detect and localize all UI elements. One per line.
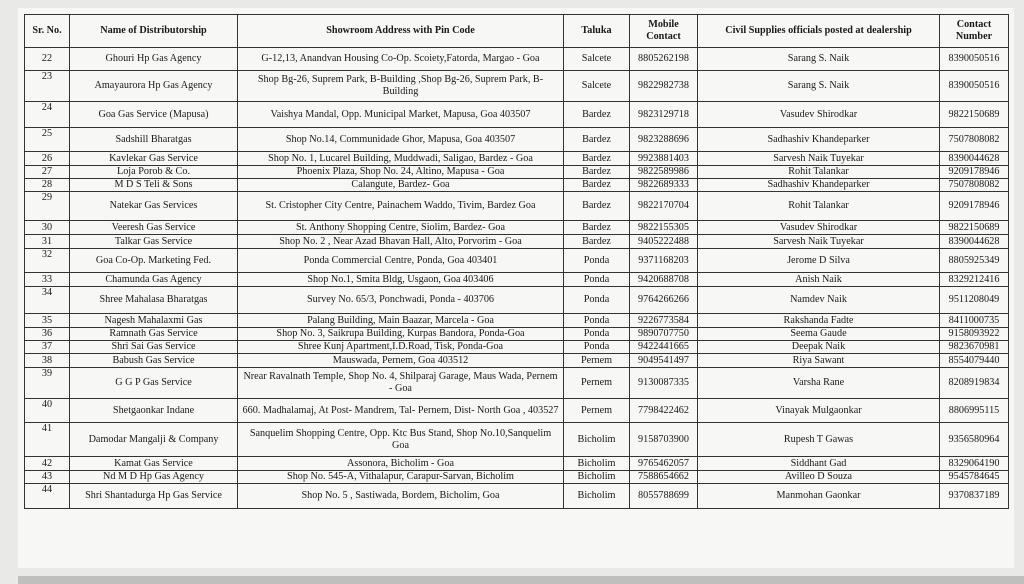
cell-address: Shop No. 1, Lucarel Building, Muddwadi, Saligao, Bardez - Goa — [238, 152, 564, 166]
cell-address: Shop No.1, Smita Bldg, Usgaon, Goa 403406 — [238, 273, 564, 287]
cell-contact: 8390044628 — [940, 152, 1009, 166]
cell-address: Survey No. 65/3, Ponchwadi, Ponda - 403706 — [238, 287, 564, 314]
cell-mobile: 9422441665 — [630, 341, 698, 354]
table-row — [25, 166, 1009, 179]
table-row — [25, 354, 1009, 368]
cell-name: Veeresh Gas Service — [70, 221, 238, 235]
cell-name: Shri Sai Gas Service — [70, 341, 238, 354]
cell-official: Vasudev Shirodkar — [698, 102, 940, 128]
table-row — [25, 341, 1009, 354]
cell-official: Varsha Rane — [698, 368, 940, 399]
cell-mobile: 9823129718 — [630, 102, 698, 128]
cell-mobile: 9764266266 — [630, 287, 698, 314]
cell-taluka: Bicholim — [564, 471, 630, 484]
cell-mobile: 9822982738 — [630, 71, 698, 102]
cell-address: Palang Building, Main Baazar, Marcela - Goa — [238, 314, 564, 328]
cell-sr: 41 — [25, 423, 70, 457]
table-row — [25, 423, 1009, 457]
cell-official: Rohit Talankar — [698, 166, 940, 179]
cell-mobile: 9420688708 — [630, 273, 698, 287]
cell-contact: 8806995115 — [940, 399, 1009, 423]
table-row — [25, 102, 1009, 128]
distributorship-table — [24, 14, 1009, 509]
cell-address: Shop No. 5 , Sastiwada, Bordem, Bicholim, Goa — [238, 483, 564, 508]
cell-address: Vaishya Mandal, Opp. Municipal Market, Mapusa, Goa 403507 — [238, 102, 564, 128]
cell-contact: 8805925349 — [940, 249, 1009, 273]
cell-name: Natekar Gas Services — [70, 192, 238, 221]
cell-official: Sarvesh Naik Tuyekar — [698, 235, 940, 249]
cell-official: Manmohan Gaonkar — [698, 483, 940, 508]
cell-official: Avilleo D Souza — [698, 471, 940, 484]
cell-taluka: Salcete — [564, 71, 630, 102]
cell-taluka: Ponda — [564, 341, 630, 354]
cell-address: Shop No. 545-A, Vithalapur, Carapur-Sarvan, Bicholim — [238, 471, 564, 484]
cell-taluka: Pernem — [564, 399, 630, 423]
cell-sr: 28 — [25, 179, 70, 192]
cell-official: Riya Sawant — [698, 354, 940, 368]
cell-contact: 7507808082 — [940, 128, 1009, 152]
cell-taluka: Bardez — [564, 152, 630, 166]
table-row — [25, 399, 1009, 423]
table-row — [25, 249, 1009, 273]
cell-address: 660. Madhalamaj, At Post- Mandrem, Tal- Pernem, Dist- North Goa , 403527 — [238, 399, 564, 423]
cell-official: Deepak Naik — [698, 341, 940, 354]
cell-address: Calangute, Bardez- Goa — [238, 179, 564, 192]
table-row — [25, 179, 1009, 192]
cell-sr: 22 — [25, 48, 70, 71]
table-row — [25, 128, 1009, 152]
table-body — [25, 48, 1009, 509]
cell-name: Goa Co-Op. Marketing Fed. — [70, 249, 238, 273]
cell-mobile: 9130087335 — [630, 368, 698, 399]
cell-name: Nd M D Hp Gas Agency — [70, 471, 238, 484]
cell-address: Shop No.14, Communidade Ghor, Mapusa, Goa 403507 — [238, 128, 564, 152]
cell-sr: 39 — [25, 368, 70, 399]
cell-address: Shop No. 2 , Near Azad Bhavan Hall, Alto, Porvorim - Goa — [238, 235, 564, 249]
table-row — [25, 368, 1009, 399]
table-row — [25, 152, 1009, 166]
cell-official: Sarvesh Naik Tuyekar — [698, 152, 940, 166]
cell-official: Sadhashiv Khandeparker — [698, 128, 940, 152]
cell-taluka: Bicholim — [564, 483, 630, 508]
cell-contact: 9823670981 — [940, 341, 1009, 354]
cell-name: Amayaurora Hp Gas Agency — [70, 71, 238, 102]
cell-contact: 9158093922 — [940, 328, 1009, 341]
cell-name: Shetgaonkar Indane — [70, 399, 238, 423]
cell-mobile: 8055788699 — [630, 483, 698, 508]
cell-mobile: 9158703900 — [630, 423, 698, 457]
cell-contact: 9356580964 — [940, 423, 1009, 457]
table-row — [25, 192, 1009, 221]
cell-official: Sarang S. Naik — [698, 71, 940, 102]
cell-name: Ghouri Hp Gas Agency — [70, 48, 238, 71]
cell-address: Nrear Ravalnath Temple, Shop No. 4, Shilparaj Garage, Maus Wada, Pernem - Goa — [238, 368, 564, 399]
cell-taluka: Bardez — [564, 235, 630, 249]
cell-contact: 8329212416 — [940, 273, 1009, 287]
cell-address: G-12,13, Anandvan Housing Co-Op. Scoiety,Fatorda, Margao - Goa — [238, 48, 564, 71]
cell-official: Sarang S. Naik — [698, 48, 940, 71]
cell-contact: 9209178946 — [940, 166, 1009, 179]
header-address: Showroom Address with Pin Code — [238, 15, 564, 48]
cell-mobile: 9405222488 — [630, 235, 698, 249]
cell-contact: 8329064190 — [940, 457, 1009, 471]
scan-bottom-edge — [18, 576, 1024, 584]
cell-mobile: 9890707750 — [630, 328, 698, 341]
header-contact: Contact Number — [940, 15, 1009, 48]
cell-contact: 8390050516 — [940, 71, 1009, 102]
cell-sr: 40 — [25, 399, 70, 423]
table-row — [25, 483, 1009, 508]
cell-sr: 33 — [25, 273, 70, 287]
cell-mobile: 8805262198 — [630, 48, 698, 71]
cell-mobile: 9371168203 — [630, 249, 698, 273]
cell-name: Damodar Mangalji & Company — [70, 423, 238, 457]
cell-name: Talkar Gas Service — [70, 235, 238, 249]
cell-name: Ramnath Gas Service — [70, 328, 238, 341]
cell-address: Shop No. 3, Saikrupa Building, Kurpas Bandora, Ponda-Goa — [238, 328, 564, 341]
cell-address: Shree Kunj Apartment,I.D.Road, Tisk, Ponda-Goa — [238, 341, 564, 354]
cell-sr: 36 — [25, 328, 70, 341]
cell-contact: 9209178946 — [940, 192, 1009, 221]
table-row — [25, 328, 1009, 341]
cell-taluka: Ponda — [564, 314, 630, 328]
cell-mobile: 9822170704 — [630, 192, 698, 221]
table-row — [25, 71, 1009, 102]
cell-official: Jerome D Silva — [698, 249, 940, 273]
cell-mobile: 7588654662 — [630, 471, 698, 484]
cell-taluka: Bardez — [564, 102, 630, 128]
cell-official: Sadhashiv Khandeparker — [698, 179, 940, 192]
cell-official: Rohit Talankar — [698, 192, 940, 221]
cell-mobile: 9765462057 — [630, 457, 698, 471]
cell-contact: 8554079440 — [940, 354, 1009, 368]
cell-taluka: Bardez — [564, 128, 630, 152]
header-mobile: Mobile Contact — [630, 15, 698, 48]
cell-address: Sanquelim Shopping Centre, Opp. Ktc Bus Stand, Shop No.10,Sanquelim Goa — [238, 423, 564, 457]
cell-address: St. Anthony Shopping Centre, Siolim, Bardez- Goa — [238, 221, 564, 235]
header-name: Name of Distributorship — [70, 15, 238, 48]
cell-contact: 9511208049 — [940, 287, 1009, 314]
cell-name: Kamat Gas Service — [70, 457, 238, 471]
cell-official: Vinayak Mulgaonkar — [698, 399, 940, 423]
table-row — [25, 287, 1009, 314]
cell-contact: 9822150689 — [940, 221, 1009, 235]
cell-contact: 9822150689 — [940, 102, 1009, 128]
cell-sr: 37 — [25, 341, 70, 354]
cell-mobile: 9822155305 — [630, 221, 698, 235]
cell-sr: 44 — [25, 483, 70, 508]
cell-taluka: Bicholim — [564, 457, 630, 471]
cell-address: St. Cristopher City Centre, Painachem Waddo, Tivim, Bardez Goa — [238, 192, 564, 221]
cell-sr: 42 — [25, 457, 70, 471]
cell-taluka: Ponda — [564, 273, 630, 287]
cell-taluka: Ponda — [564, 287, 630, 314]
cell-address: Assonora, Bicholim - Goa — [238, 457, 564, 471]
cell-contact: 9545784645 — [940, 471, 1009, 484]
cell-sr: 31 — [25, 235, 70, 249]
cell-contact: 8411000735 — [940, 314, 1009, 328]
cell-sr: 26 — [25, 152, 70, 166]
cell-sr: 38 — [25, 354, 70, 368]
cell-address: Shop Bg-26, Suprem Park, B-Building ,Shop Bg-26, Suprem Park, B-Building — [238, 71, 564, 102]
cell-sr: 27 — [25, 166, 70, 179]
cell-contact: 8390044628 — [940, 235, 1009, 249]
table-row — [25, 457, 1009, 471]
cell-contact: 9370837189 — [940, 483, 1009, 508]
cell-name: Shri Shantadurga Hp Gas Service — [70, 483, 238, 508]
cell-mobile: 9049541497 — [630, 354, 698, 368]
table-header-row — [25, 15, 1009, 48]
cell-name: M D S Teli & Sons — [70, 179, 238, 192]
cell-taluka: Bardez — [564, 221, 630, 235]
cell-sr: 34 — [25, 287, 70, 314]
cell-name: Shree Mahalasa Bharatgas — [70, 287, 238, 314]
cell-contact: 8208919834 — [940, 368, 1009, 399]
cell-official: Seema Gaude — [698, 328, 940, 341]
cell-contact: 7507808082 — [940, 179, 1009, 192]
cell-sr: 43 — [25, 471, 70, 484]
cell-taluka: Bardez — [564, 179, 630, 192]
cell-name: Sadshill Bharatgas — [70, 128, 238, 152]
cell-official: Anish Naik — [698, 273, 940, 287]
header-official: Civil Supplies officials posted at dealership — [698, 15, 940, 48]
cell-address: Ponda Commercial Centre, Ponda, Goa 403401 — [238, 249, 564, 273]
cell-sr: 23 — [25, 71, 70, 102]
cell-name: Goa Gas Service (Mapusa) — [70, 102, 238, 128]
cell-mobile: 9226773584 — [630, 314, 698, 328]
cell-mobile: 9823288696 — [630, 128, 698, 152]
cell-contact: 8390050516 — [940, 48, 1009, 71]
table-row — [25, 471, 1009, 484]
cell-sr: 35 — [25, 314, 70, 328]
cell-name: Babush Gas Service — [70, 354, 238, 368]
cell-official: Rakshanda Fadte — [698, 314, 940, 328]
document-page — [18, 8, 1014, 568]
cell-name: G G P Gas Service — [70, 368, 238, 399]
cell-address: Mauswada, Pernem, Goa 403512 — [238, 354, 564, 368]
table-row — [25, 48, 1009, 71]
table-row — [25, 221, 1009, 235]
table-row — [25, 235, 1009, 249]
cell-official: Siddhant Gad — [698, 457, 940, 471]
cell-taluka: Bicholim — [564, 423, 630, 457]
cell-name: Loja Porob & Co. — [70, 166, 238, 179]
cell-sr: 30 — [25, 221, 70, 235]
cell-taluka: Ponda — [564, 249, 630, 273]
header-taluka: Taluka — [564, 15, 630, 48]
cell-official: Namdev Naik — [698, 287, 940, 314]
cell-mobile: 9822689333 — [630, 179, 698, 192]
table-row — [25, 314, 1009, 328]
table-row — [25, 273, 1009, 287]
cell-sr: 29 — [25, 192, 70, 221]
header-sr-no: Sr. No. — [25, 15, 70, 48]
cell-taluka: Bardez — [564, 166, 630, 179]
cell-taluka: Ponda — [564, 328, 630, 341]
cell-official: Vasudev Shirodkar — [698, 221, 940, 235]
cell-taluka: Salcete — [564, 48, 630, 71]
cell-mobile: 9923881403 — [630, 152, 698, 166]
cell-name: Chamunda Gas Agency — [70, 273, 238, 287]
cell-mobile: 7798422462 — [630, 399, 698, 423]
cell-sr: 32 — [25, 249, 70, 273]
cell-taluka: Pernem — [564, 354, 630, 368]
cell-official: Rupesh T Gawas — [698, 423, 940, 457]
cell-address: Phoenix Plaza, Shop No. 24, Altino, Mapusa - Goa — [238, 166, 564, 179]
cell-name: Nagesh Mahalaxmi Gas — [70, 314, 238, 328]
cell-name: Kavlekar Gas Service — [70, 152, 238, 166]
cell-sr: 25 — [25, 128, 70, 152]
cell-sr: 24 — [25, 102, 70, 128]
cell-taluka: Pernem — [564, 368, 630, 399]
cell-taluka: Bardez — [564, 192, 630, 221]
cell-mobile: 9822589986 — [630, 166, 698, 179]
